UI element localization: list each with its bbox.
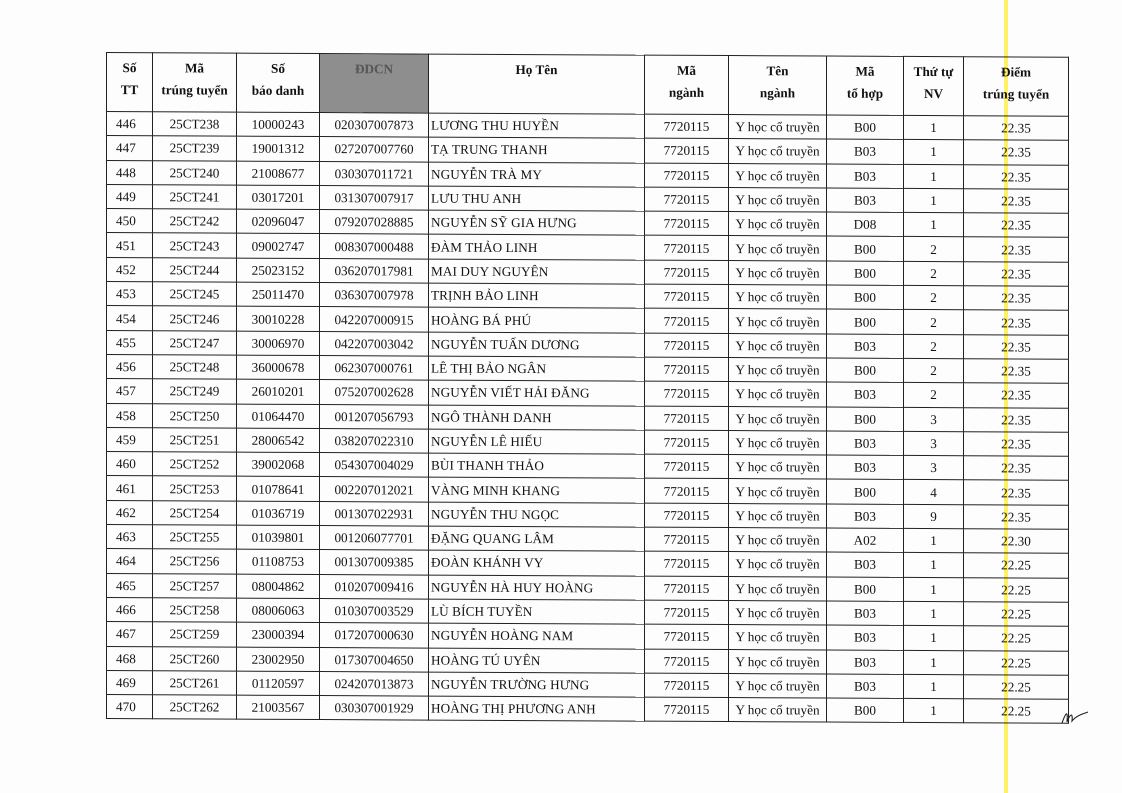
cell-ho-ten: MAI DUY NGUYÊN	[429, 259, 645, 284]
cell-ddcn: 008307000488	[320, 234, 429, 259]
cell-stt: 453	[107, 282, 153, 307]
cell-ma-trung-tuyen: 25CT246	[153, 306, 237, 331]
cell-thu-tu-nv: 2	[904, 237, 964, 262]
cell-ho-ten: LƯU THU ANH	[429, 186, 645, 211]
cell-ma-nganh: 7720115	[645, 211, 729, 236]
cell-ddcn: 001307009385	[320, 550, 429, 575]
cell-thu-tu-nv: 3	[904, 431, 964, 456]
cell-so-bao-danh: 02096047	[237, 209, 320, 234]
cell-diem-trung-tuyen: 22.35	[964, 140, 1069, 165]
header-ho-ten: Họ Tên	[429, 54, 645, 114]
cell-ma-nganh: 7720115	[645, 114, 729, 139]
cell-diem-trung-tuyen: 22.35	[964, 189, 1069, 214]
cell-ma-trung-tuyen: 25CT250	[153, 403, 237, 428]
cell-stt: 452	[107, 257, 153, 282]
cell-diem-trung-tuyen: 22.25	[964, 650, 1069, 675]
cell-thu-tu-nv: 1	[904, 164, 964, 189]
cell-ma-to-hop: B00	[827, 309, 904, 334]
admission-table	[106, 52, 1069, 724]
cell-ddcn: 001206077701	[320, 526, 429, 551]
cell-ma-to-hop: B00	[827, 237, 904, 262]
cell-ho-ten: TẠ TRUNG THANH	[429, 137, 645, 162]
cell-thu-tu-nv: 1	[904, 528, 964, 553]
cell-stt: 457	[107, 379, 153, 404]
cell-so-bao-danh: 21003567	[237, 695, 320, 720]
cell-ten-nganh: Y học cổ truyền	[729, 139, 827, 164]
cell-ho-ten: BÙI THANH THẢO	[429, 453, 645, 478]
cell-ma-to-hop: B03	[827, 674, 904, 699]
cell-stt: 454	[107, 306, 153, 331]
cell-ma-trung-tuyen: 25CT256	[153, 549, 237, 574]
cell-diem-trung-tuyen: 22.35	[964, 334, 1069, 359]
cell-ma-nganh: 7720115	[645, 260, 729, 285]
cell-thu-tu-nv: 2	[904, 261, 964, 286]
cell-ma-to-hop: B03	[827, 650, 904, 675]
cell-ma-nganh: 7720115	[645, 357, 729, 382]
cell-thu-tu-nv: 1	[904, 213, 964, 238]
cell-diem-trung-tuyen: 22.25	[964, 602, 1069, 627]
cell-diem-trung-tuyen: 22.25	[964, 699, 1069, 724]
cell-ten-nganh: Y học cổ truyền	[729, 673, 827, 698]
cell-ddcn: 010307003529	[320, 598, 429, 623]
cell-diem-trung-tuyen: 22.35	[964, 286, 1069, 311]
cell-ho-ten: ĐÀM THẢO LINH	[429, 235, 645, 260]
cell-ten-nganh: Y học cổ truyền	[729, 163, 827, 188]
cell-ddcn: 030307001929	[320, 696, 429, 721]
cell-ddcn: 036307007978	[320, 283, 429, 308]
cell-ma-to-hop: B00	[827, 577, 904, 602]
cell-ma-trung-tuyen: 25CT251	[153, 428, 237, 453]
signature-mark	[1060, 706, 1090, 726]
cell-ma-to-hop: B03	[827, 164, 904, 189]
cell-so-bao-danh: 39002068	[237, 452, 320, 477]
cell-ma-trung-tuyen: 25CT240	[153, 160, 237, 185]
cell-ma-to-hop: B00	[827, 285, 904, 310]
cell-so-bao-danh: 26010201	[237, 379, 320, 404]
cell-thu-tu-nv: 2	[904, 383, 964, 408]
cell-ten-nganh: Y học cổ truyền	[729, 625, 827, 650]
cell-ma-nganh: 7720115	[645, 406, 729, 431]
cell-ddcn: 054307004029	[320, 453, 429, 478]
cell-ddcn: 062307000761	[320, 356, 429, 381]
cell-so-bao-danh: 19001312	[237, 136, 320, 161]
cell-stt: 446	[107, 112, 153, 137]
cell-so-bao-danh: 09002747	[237, 234, 320, 259]
cell-thu-tu-nv: 1	[904, 577, 964, 602]
cell-ho-ten: NGUYỄN LÊ HIẾU	[429, 429, 645, 454]
cell-ma-to-hop: B03	[827, 188, 904, 213]
cell-ddcn: 031307007917	[320, 185, 429, 210]
table-body	[107, 112, 1069, 724]
cell-ma-trung-tuyen: 25CT254	[153, 500, 237, 525]
cell-so-bao-danh: 08004862	[237, 574, 320, 599]
cell-so-bao-danh: 21008677	[237, 161, 320, 186]
cell-ten-nganh: Y học cổ truyền	[729, 187, 827, 212]
cell-ho-ten: HOÀNG TÚ UYÊN	[429, 648, 645, 673]
cell-stt: 447	[107, 136, 153, 161]
cell-diem-trung-tuyen: 22.35	[964, 164, 1069, 189]
cell-so-bao-danh: 28006542	[237, 428, 320, 453]
cell-ten-nganh: Y học cổ truyền	[729, 600, 827, 625]
cell-thu-tu-nv: 1	[904, 188, 964, 213]
cell-ma-nganh: 7720115	[645, 600, 729, 625]
cell-stt: 469	[107, 670, 153, 695]
cell-diem-trung-tuyen: 22.35	[964, 432, 1069, 457]
cell-thu-tu-nv: 2	[904, 285, 964, 310]
cell-thu-tu-nv: 1	[904, 115, 964, 140]
cell-diem-trung-tuyen: 22.25	[964, 675, 1069, 700]
cell-ddcn: 020307007873	[320, 113, 429, 138]
cell-diem-trung-tuyen: 22.25	[964, 553, 1069, 578]
cell-ddcn: 017207000630	[320, 623, 429, 648]
cell-so-bao-danh: 08006063	[237, 598, 320, 623]
cell-ma-to-hop: B03	[827, 382, 904, 407]
cell-ddcn: 075207002628	[320, 380, 429, 405]
table-row	[107, 695, 1069, 724]
cell-ma-nganh: 7720115	[645, 527, 729, 552]
cell-thu-tu-nv: 1	[904, 140, 964, 165]
cell-ma-to-hop: D08	[827, 212, 904, 237]
cell-ho-ten: LÊ THỊ BẢO NGÂN	[429, 356, 645, 381]
cell-ddcn: 038207022310	[320, 428, 429, 453]
cell-ma-trung-tuyen: 25CT238	[153, 112, 237, 137]
cell-ddcn: 001207056793	[320, 404, 429, 429]
cell-ma-to-hop: B03	[827, 334, 904, 359]
cell-ma-trung-tuyen: 25CT244	[153, 258, 237, 283]
cell-ddcn: 042207000915	[320, 307, 429, 332]
cell-thu-tu-nv: 9	[904, 504, 964, 529]
cell-ten-nganh: Y học cổ truyền	[729, 430, 827, 455]
cell-stt: 459	[107, 427, 153, 452]
cell-stt: 450	[107, 209, 153, 234]
cell-ma-trung-tuyen: 25CT262	[153, 695, 237, 720]
cell-ma-trung-tuyen: 25CT248	[153, 355, 237, 380]
cell-so-bao-danh: 03017201	[237, 185, 320, 210]
cell-ma-nganh: 7720115	[645, 187, 729, 212]
cell-ma-nganh: 7720115	[645, 163, 729, 188]
cell-stt: 449	[107, 184, 153, 209]
cell-ho-ten: NGUYỄN HOÀNG NAM	[429, 623, 645, 648]
cell-ho-ten: HOÀNG THỊ PHƯƠNG ANH	[429, 696, 645, 721]
cell-stt: 464	[107, 549, 153, 574]
cell-diem-trung-tuyen: 22.35	[964, 213, 1069, 238]
cell-ma-to-hop: B03	[827, 139, 904, 164]
cell-ma-nganh: 7720115	[645, 284, 729, 309]
cell-diem-trung-tuyen: 22.25	[964, 626, 1069, 651]
cell-stt: 461	[107, 476, 153, 501]
cell-ddcn: 030307011721	[320, 161, 429, 186]
cell-so-bao-danh: 10000243	[237, 112, 320, 137]
cell-ho-ten: TRỊNH BẢO LINH	[429, 283, 645, 308]
cell-ho-ten: NGUYỄN TUẤN DƯƠNG	[429, 332, 645, 357]
header-ddcn: ĐDCN	[320, 54, 429, 114]
cell-so-bao-danh: 01064470	[237, 404, 320, 429]
cell-diem-trung-tuyen: 22.35	[964, 456, 1069, 481]
cell-stt: 470	[107, 695, 153, 720]
cell-ma-nganh: 7720115	[645, 236, 729, 261]
header-ma-trung-tuyen: Mã trúng tuyển	[153, 53, 237, 112]
header-ten-nganh: Tên ngành	[729, 56, 827, 115]
header-row	[107, 53, 1069, 117]
header-ma-nganh: Mã ngành	[645, 55, 729, 114]
cell-ma-trung-tuyen: 25CT261	[153, 671, 237, 696]
cell-ma-trung-tuyen: 25CT260	[153, 646, 237, 671]
cell-ma-to-hop: B00	[827, 698, 904, 723]
cell-ten-nganh: Y học cổ truyền	[729, 455, 827, 480]
cell-so-bao-danh: 36000678	[237, 355, 320, 380]
cell-ma-to-hop: B03	[827, 455, 904, 480]
cell-diem-trung-tuyen: 22.35	[964, 310, 1069, 335]
cell-stt: 466	[107, 597, 153, 622]
cell-stt: 448	[107, 160, 153, 185]
cell-ma-nganh: 7720115	[645, 551, 729, 576]
cell-ma-nganh: 7720115	[645, 430, 729, 455]
cell-stt: 460	[107, 452, 153, 477]
cell-thu-tu-nv: 2	[904, 310, 964, 335]
admission-list-sheet	[106, 52, 1068, 724]
cell-ma-trung-tuyen: 25CT241	[153, 185, 237, 210]
cell-diem-trung-tuyen: 22.35	[964, 237, 1069, 262]
cell-ma-to-hop: B00	[827, 358, 904, 383]
cell-ma-to-hop: B03	[827, 601, 904, 626]
cell-so-bao-danh: 25023152	[237, 258, 320, 283]
cell-diem-trung-tuyen: 22.35	[964, 116, 1069, 141]
cell-ma-trung-tuyen: 25CT245	[153, 282, 237, 307]
cell-ho-ten: NGUYỄN HÀ HUY HOÀNG	[429, 575, 645, 600]
cell-so-bao-danh: 23000394	[237, 622, 320, 647]
cell-ten-nganh: Y học cổ truyền	[729, 528, 827, 553]
cell-so-bao-danh: 30006970	[237, 331, 320, 356]
cell-ma-trung-tuyen: 25CT247	[153, 330, 237, 355]
cell-ma-trung-tuyen: 25CT255	[153, 525, 237, 550]
cell-ma-trung-tuyen: 25CT253	[153, 476, 237, 501]
cell-diem-trung-tuyen: 22.35	[964, 504, 1069, 529]
cell-ma-nganh: 7720115	[645, 697, 729, 722]
cell-ma-nganh: 7720115	[645, 624, 729, 649]
cell-ho-ten: NGUYỄN TRƯỜNG HƯNG	[429, 672, 645, 697]
cell-so-bao-danh: 23002950	[237, 647, 320, 672]
cell-ten-nganh: Y học cổ truyền	[729, 503, 827, 528]
cell-thu-tu-nv: 1	[904, 650, 964, 675]
cell-ho-ten: NGUYỄN THU NGỌC	[429, 502, 645, 527]
cell-ma-trung-tuyen: 25CT259	[153, 622, 237, 647]
cell-ten-nganh: Y học cổ truyền	[729, 333, 827, 358]
cell-ten-nganh: Y học cổ truyền	[729, 115, 827, 140]
cell-stt: 458	[107, 403, 153, 428]
cell-ddcn: 010207009416	[320, 574, 429, 599]
cell-ddcn: 079207028885	[320, 210, 429, 235]
cell-ho-ten: ĐẶNG QUANG LÂM	[429, 526, 645, 551]
cell-ma-to-hop: B03	[827, 552, 904, 577]
cell-ma-nganh: 7720115	[645, 649, 729, 674]
cell-ten-nganh: Y học cổ truyền	[729, 649, 827, 674]
cell-ho-ten: NGUYỄN SỸ GIA HƯNG	[429, 210, 645, 235]
cell-stt: 468	[107, 646, 153, 671]
cell-stt: 451	[107, 233, 153, 258]
cell-so-bao-danh: 01036719	[237, 501, 320, 526]
cell-diem-trung-tuyen: 22.35	[964, 261, 1069, 286]
cell-ddcn: 027207007760	[320, 137, 429, 162]
cell-ten-nganh: Y học cổ truyền	[729, 309, 827, 334]
cell-ten-nganh: Y học cổ truyền	[729, 285, 827, 310]
cell-so-bao-danh: 01108753	[237, 549, 320, 574]
cell-ho-ten: NGÔ THÀNH DANH	[429, 405, 645, 430]
cell-ho-ten: LƯƠNG THU HUYỀN	[429, 113, 645, 138]
cell-ma-to-hop: B00	[827, 115, 904, 140]
cell-stt: 465	[107, 573, 153, 598]
cell-ma-nganh: 7720115	[645, 381, 729, 406]
cell-stt: 455	[107, 330, 153, 355]
cell-stt: 463	[107, 525, 153, 550]
cell-ddcn: 002207012021	[320, 477, 429, 502]
cell-thu-tu-nv: 3	[904, 407, 964, 432]
header-diem-trung-tuyen: Điểm trúng tuyển	[964, 57, 1069, 117]
cell-so-bao-danh: 25011470	[237, 282, 320, 307]
cell-so-bao-danh: 01078641	[237, 477, 320, 502]
cell-ten-nganh: Y học cổ truyền	[729, 358, 827, 383]
cell-thu-tu-nv: 1	[904, 553, 964, 578]
cell-ma-to-hop: B03	[827, 504, 904, 529]
cell-thu-tu-nv: 1	[904, 601, 964, 626]
cell-ddcn: 042207003042	[320, 331, 429, 356]
cell-thu-tu-nv: 2	[904, 334, 964, 359]
cell-ma-to-hop: B03	[827, 431, 904, 456]
cell-ten-nganh: Y học cổ truyền	[729, 382, 827, 407]
header-thu-tu-nv: Thứ tự NV	[904, 56, 964, 115]
cell-ma-nganh: 7720115	[645, 309, 729, 334]
header-so-bao-danh: Số báo danh	[237, 53, 320, 112]
cell-ma-trung-tuyen: 25CT249	[153, 379, 237, 404]
cell-ma-nganh: 7720115	[645, 503, 729, 528]
cell-diem-trung-tuyen: 22.35	[964, 383, 1069, 408]
cell-stt: 467	[107, 622, 153, 647]
cell-so-bao-danh: 01039801	[237, 525, 320, 550]
cell-ddcn: 036207017981	[320, 258, 429, 283]
cell-stt: 462	[107, 500, 153, 525]
cell-diem-trung-tuyen: 22.30	[964, 529, 1069, 554]
cell-ma-to-hop: A02	[827, 528, 904, 553]
cell-ma-nganh: 7720115	[645, 576, 729, 601]
cell-ma-nganh: 7720115	[645, 138, 729, 163]
cell-ddcn: 024207013873	[320, 671, 429, 696]
cell-ma-nganh: 7720115	[645, 454, 729, 479]
cell-ma-nganh: 7720115	[645, 479, 729, 504]
cell-ma-to-hop: B00	[827, 407, 904, 432]
cell-ho-ten: VÀNG MINH KHANG	[429, 478, 645, 503]
cell-ten-nganh: Y học cổ truyền	[729, 698, 827, 723]
cell-diem-trung-tuyen: 22.35	[964, 407, 1069, 432]
cell-ma-trung-tuyen: 25CT243	[153, 233, 237, 258]
cell-thu-tu-nv: 1	[904, 674, 964, 699]
cell-so-bao-danh: 01120597	[237, 671, 320, 696]
cell-so-bao-danh: 30010228	[237, 307, 320, 332]
cell-ten-nganh: Y học cổ truyền	[729, 260, 827, 285]
cell-diem-trung-tuyen: 22.25	[964, 577, 1069, 602]
cell-thu-tu-nv: 1	[904, 699, 964, 724]
cell-ma-trung-tuyen: 25CT258	[153, 598, 237, 623]
cell-ma-nganh: 7720115	[645, 333, 729, 358]
cell-ho-ten: LÙ BÍCH TUYỀN	[429, 599, 645, 624]
cell-ho-ten: ĐOÀN KHÁNH VY	[429, 550, 645, 575]
header-ma-to-hop: Mã tổ hợp	[827, 56, 904, 115]
cell-ma-to-hop: B00	[827, 479, 904, 504]
cell-ma-trung-tuyen: 25CT242	[153, 209, 237, 234]
cell-ten-nganh: Y học cổ truyền	[729, 236, 827, 261]
cell-ten-nganh: Y học cổ truyền	[729, 212, 827, 237]
cell-ma-trung-tuyen: 25CT252	[153, 452, 237, 477]
cell-thu-tu-nv: 4	[904, 480, 964, 505]
cell-ddcn: 001307022931	[320, 501, 429, 526]
cell-ma-trung-tuyen: 25CT239	[153, 136, 237, 161]
cell-diem-trung-tuyen: 22.35	[964, 480, 1069, 505]
cell-ho-ten: HOÀNG BÁ PHÚ	[429, 307, 645, 332]
cell-stt: 456	[107, 354, 153, 379]
cell-ten-nganh: Y học cổ truyền	[729, 479, 827, 504]
cell-thu-tu-nv: 2	[904, 358, 964, 383]
cell-diem-trung-tuyen: 22.35	[964, 359, 1069, 384]
cell-ma-to-hop: B03	[827, 625, 904, 650]
cell-thu-tu-nv: 3	[904, 456, 964, 481]
cell-ho-ten: NGUYỄN TRÀ MY	[429, 162, 645, 187]
header-stt: Số TT	[107, 53, 153, 112]
cell-ten-nganh: Y học cổ truyền	[729, 406, 827, 431]
cell-ma-to-hop: B00	[827, 261, 904, 286]
cell-ho-ten: NGUYỄN VIẾT HẢI ĐĂNG	[429, 380, 645, 405]
cell-ma-nganh: 7720115	[645, 673, 729, 698]
cell-thu-tu-nv: 1	[904, 626, 964, 651]
cell-ten-nganh: Y học cổ truyền	[729, 552, 827, 577]
cell-ddcn: 017307004650	[320, 647, 429, 672]
cell-ten-nganh: Y học cổ truyền	[729, 576, 827, 601]
cell-ma-trung-tuyen: 25CT257	[153, 573, 237, 598]
